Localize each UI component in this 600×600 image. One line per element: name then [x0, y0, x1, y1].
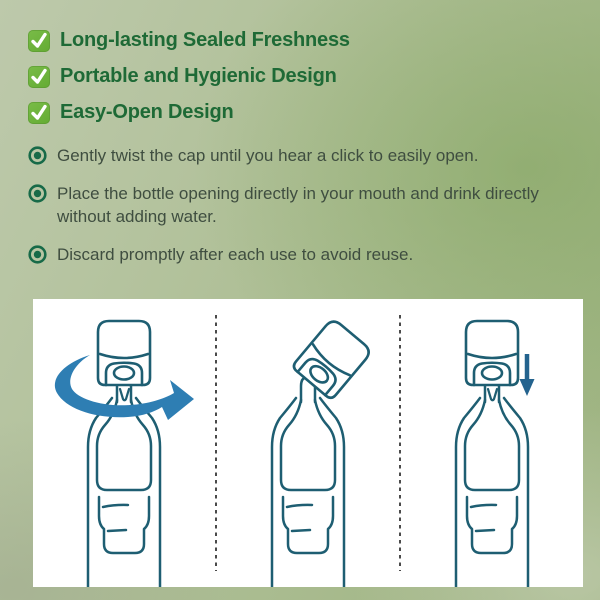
instruction-item	[28, 144, 545, 167]
down-arrow	[520, 354, 535, 396]
bottle-twist-icon	[33, 299, 215, 587]
feature-label: Long-lasting Sealed Freshness	[60, 29, 350, 51]
instruction-text: Discard promptly after each use to avoid reuse.	[57, 245, 414, 264]
instruction-item	[28, 243, 545, 266]
step-cap-removed	[217, 299, 399, 587]
instruction-text: Gently twist the cap until you hear a click to easily open.	[57, 146, 479, 165]
feature-list	[28, 29, 350, 137]
instruction-item	[28, 182, 545, 228]
usage-steps-panel	[33, 299, 583, 587]
step-twist-cap	[33, 299, 215, 587]
step-press-cap	[401, 299, 583, 587]
feature-item	[28, 65, 350, 88]
check-icon	[28, 102, 50, 124]
target-bullet-icon	[28, 245, 47, 264]
feature-item	[28, 101, 350, 124]
instruction-list	[28, 144, 545, 281]
check-icon	[28, 66, 50, 88]
check-icon	[28, 30, 50, 52]
feature-label: Portable and Hygienic Design	[60, 65, 337, 87]
target-bullet-icon	[28, 146, 47, 165]
bottle-close-icon	[401, 299, 583, 587]
target-bullet-icon	[28, 184, 47, 203]
feature-label: Easy-Open Design	[60, 101, 234, 123]
bottle-open-icon	[217, 299, 399, 587]
instruction-text: Place the bottle opening directly in your mouth and drink directly without adding water.	[57, 184, 539, 226]
feature-item	[28, 29, 350, 52]
